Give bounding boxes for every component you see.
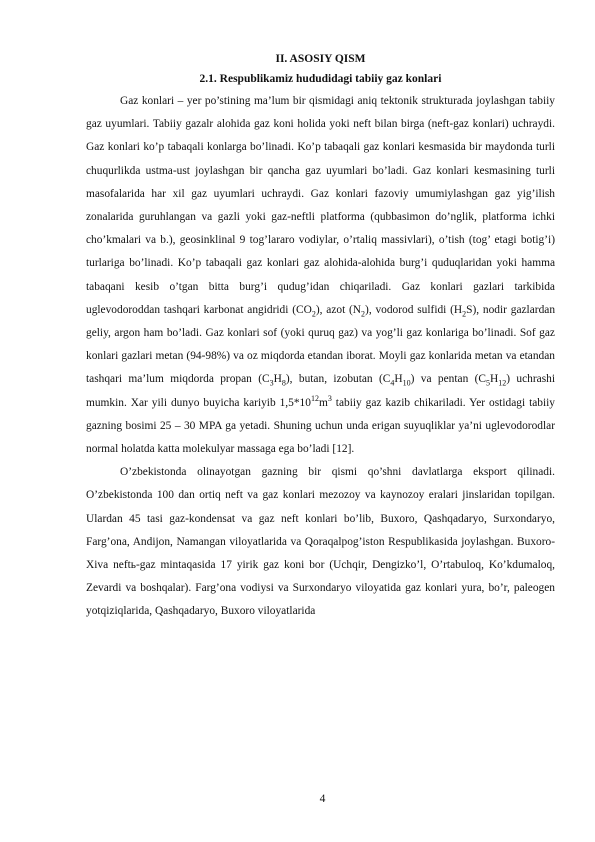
paragraph-text: Gaz konlari – yer po’stining ma’lum bir qismidagi aniq tektonik strukturada joylashgan tabiiy gaz uyumlari. Tabiiy gazalr alohida gaz koni holida yoki neft bilan birga (neft-gaz konlari) uchraydi. Gaz konlari ko’p tabaqali konlarga bo’linadi. Ko’p tabaqali gaz konlari kesmasida bir maydonda turli chuqurlikda ustma-ust joylashgan bir qancha gaz uyumlari bo’ladi. Gaz konlari kesmasining turli masofalarida har xil gaz uyumlari uchraydi. Gaz konlari fazoviy umumiylashgan gaz yig’ilish zonalarida guruhlangan va gazli yoki gaz-neftli platforma (qubbasimon do’nglik, platforma ichki cho’kmalari va b.), geosinklinal 9 tog’lararo vodiylar, o’rtaliq massivlari), o’tish (tog’ etagi botig’i) turlariga bo’linadi. Ko’p tabaqali gaz konlari gaz alohida-alohida burg’i quduqlaridan yoki hamma tabaqani kesib o’tgan bitta burg’i qudug’idan chiqariladi. Gaz konlari gazlari tarkibida uglevodoroddan tashqari karbonat angidridi (CO	[86, 95, 555, 316]
paragraph-text: S), nodir gazlardan geliy, argon ham bo’ladi. Gaz konlari sof (yoki quruq gaz) va yog’li gaz konlariga bo’linadi. Sof gaz konlari gazlari metan (94-98%) va oz miqdorda etandan iborat. Moyli gaz konlarida metan va etandan tashqari ma’lum miqdorda propan (C	[86, 303, 556, 386]
section-heading: II. ASOSIY QISM	[275, 53, 366, 65]
subscript: 2	[311, 309, 316, 319]
subscript: 8	[281, 378, 286, 388]
subscript: 2	[361, 309, 366, 319]
subscript: 2	[462, 309, 467, 319]
subscript: 3	[269, 378, 274, 388]
paragraph-text: H	[273, 373, 282, 386]
subscript: 5	[486, 378, 491, 388]
paragraph-text: ) uchrashi mumkin. Xar yili dunyo buyicha kariyib 1,5*10	[86, 373, 556, 409]
subsection-heading: 2.1. Respublikamiz hududidagi tabiiy gaz konlari	[199, 73, 442, 85]
page-body	[86, 52, 555, 624]
paragraph-gas-fields	[86, 90, 555, 461]
paragraph-text: H	[490, 373, 499, 386]
paragraph-text: ), butan, izobutan (C	[285, 373, 391, 386]
page-number: 4	[319, 793, 326, 805]
paragraph-text: tabiiy gaz kazib chikariladi. Yer ostidagi tabiiy gazning bosimi 25 – 30 MPA ga yetadi. Shuning uchun unda erigan suyuqliklar ya’ni uglevodorodlar normal holatda katta molekulyar massaga ega bo’ladi [12].	[86, 396, 556, 456]
superscript: 3	[327, 393, 332, 403]
subscript: 12	[498, 378, 507, 388]
paragraph-text: ), azot (N	[315, 303, 362, 316]
paragraph-text: H	[394, 373, 403, 386]
subscript: 4	[390, 378, 395, 388]
paragraph-text: ) va pentan (C	[410, 373, 487, 386]
paragraph-text: ), vodorod sulfidi (H	[365, 303, 463, 316]
paragraph-uzbekistan-gas: O’zbekistonda olinayotgan gazning bir qismi qo’shni davlatlarga eksport qilinadi. O’zbekistonda 100 dan ortiq neft va gaz konlari mezozoy va kaynozoy eralari jinslaridan topilgan. Ulardan 45 tasi gaz-kondensat va gaz neft konlari bo’lib, Buxoro, Qashqadaryo, Surxondaryo, Farg’ona, Andijon, Namangan viloyatlarida va Qoraqalpog’iston Respublikasida joylashgan. Buxoro-Xiva neftь-gaz mintaqasida 17 yirik gaz koni bor (Uchqir, Dengizko’l, O’rtabuloq, Ko’kdumaloq, Zevardi va boshqalar). Farg’ona vodiysi va Surxondaryo viloyatida gaz konlari yura, bo’r, paleogen yotqiziqlarida, Qashqadaryo, Buxoro viloyatlarida	[86, 466, 555, 618]
paragraph-text: m	[318, 396, 328, 409]
superscript: 12	[310, 393, 319, 403]
subscript: 10	[402, 378, 411, 388]
